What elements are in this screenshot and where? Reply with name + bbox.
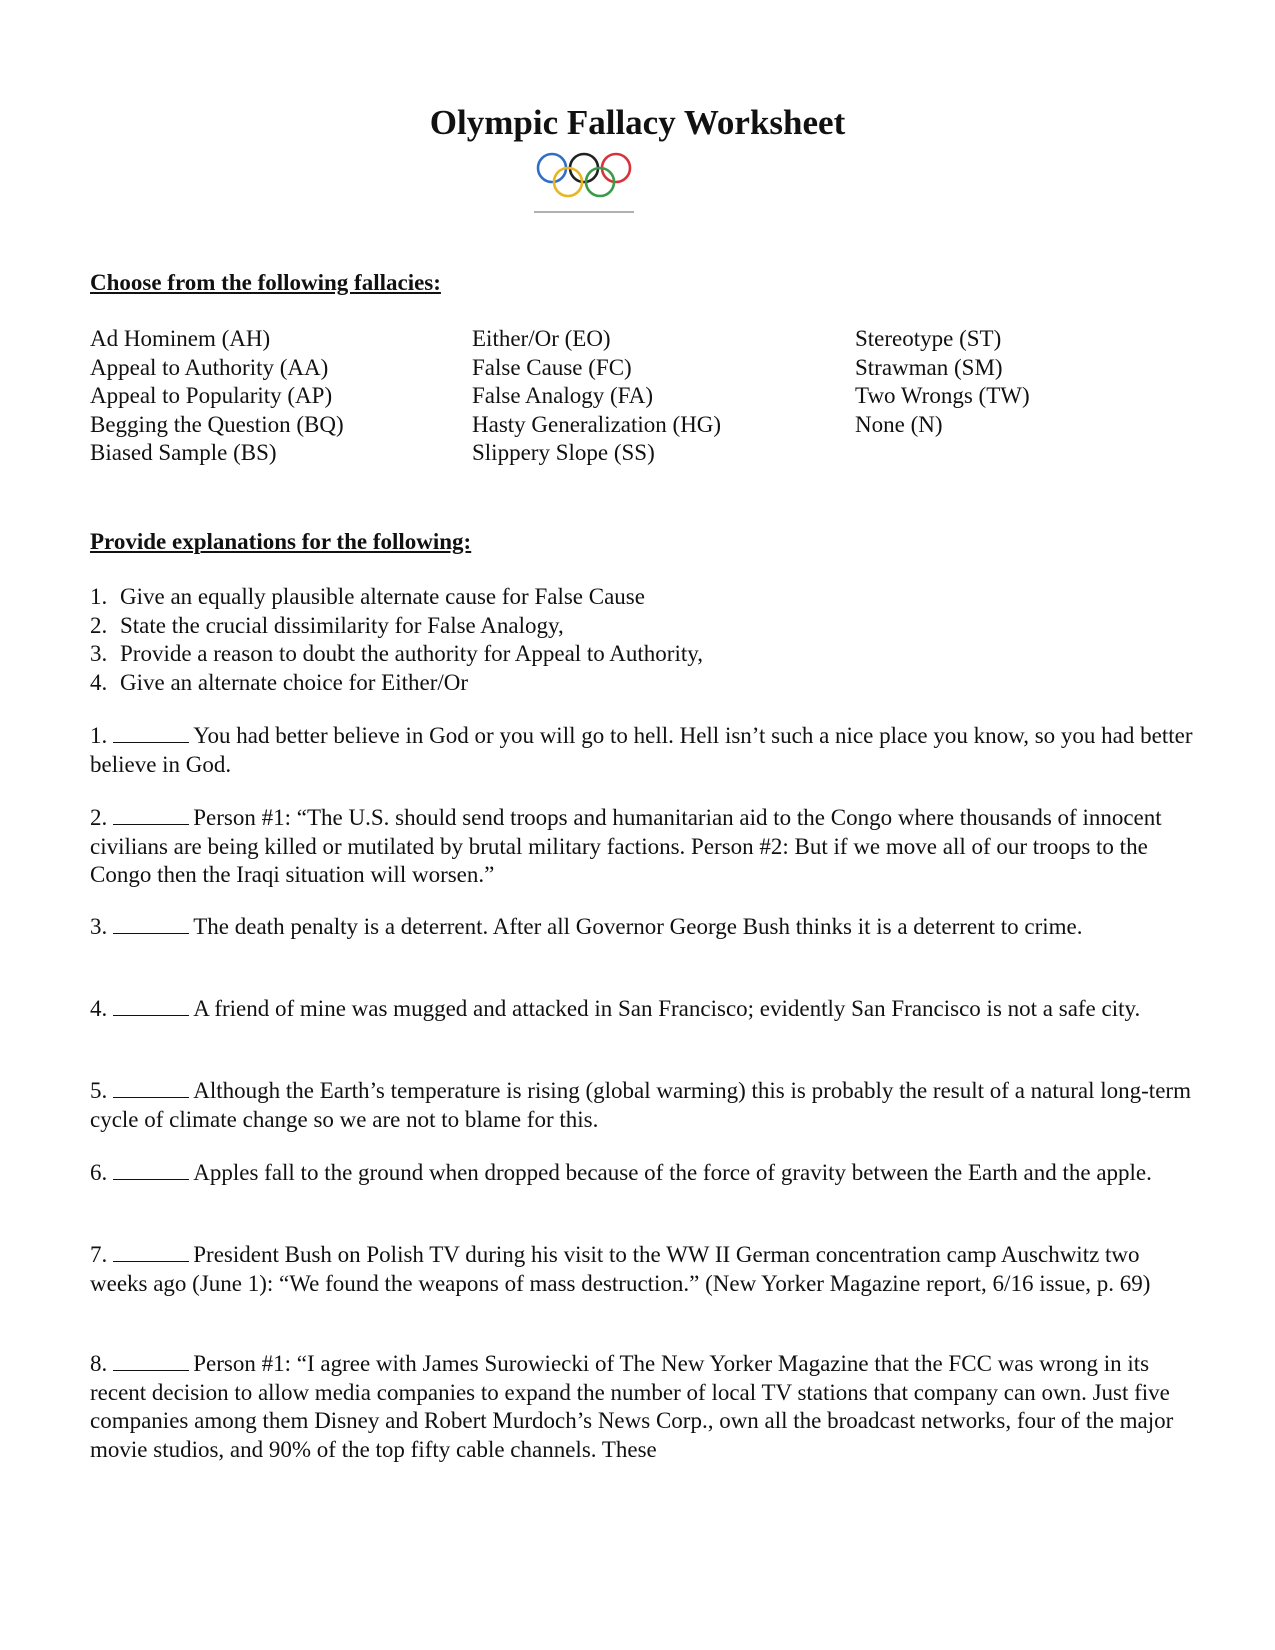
answer-blank-8[interactable] <box>113 1352 189 1371</box>
question-3 <box>90 913 1195 942</box>
answer-blank-7[interactable] <box>113 1243 189 1262</box>
explanation-text: Provide a reason to doubt the authority for Appeal to Authority, <box>120 641 703 666</box>
fallacy-item: Hasty Generalization (HG) <box>472 411 722 437</box>
fallacy-item: Strawman (SM) <box>855 354 1003 380</box>
fallacy-item: Appeal to Popularity (AP) <box>90 383 333 408</box>
fallacy-list-column-3 <box>855 325 1030 439</box>
fallacy-item: False Cause (FC) <box>472 354 632 380</box>
fallacy-list-column-2 <box>472 325 721 468</box>
answer-blank-2[interactable] <box>113 806 189 825</box>
explanation-number: 1. <box>90 584 108 609</box>
explanation-number: 2. <box>90 612 108 638</box>
question-number: 3. <box>90 914 108 939</box>
answer-blank-3[interactable] <box>113 915 189 934</box>
explanation-item <box>90 640 703 669</box>
explanations-list <box>90 583 703 697</box>
question-number: 7. <box>90 1242 108 1267</box>
question-text: The death penalty is a deterrent. After all Governor George Bush thinks it is a deterrent to crime. <box>193 914 1083 939</box>
answer-blank-5[interactable] <box>113 1079 189 1098</box>
explanation-item <box>90 583 703 612</box>
black-ring <box>570 154 598 182</box>
question-number: 5. <box>90 1078 108 1103</box>
explanation-item <box>90 669 703 698</box>
page-title: Olympic Fallacy Worksheet <box>429 103 846 142</box>
explanation-text: Give an alternate choice for Either/Or <box>120 669 469 695</box>
blue-ring <box>538 154 566 182</box>
answer-blank-4[interactable] <box>113 997 189 1016</box>
olympic-rings-icon <box>534 152 634 214</box>
answer-blank-1[interactable] <box>113 724 189 743</box>
answer-blank-6[interactable] <box>113 1161 189 1180</box>
fallacy-item: False Analogy (FA) <box>472 383 654 408</box>
fallacy-item: Ad Hominem (AH) <box>90 326 271 351</box>
fallacy-item: Either/Or (EO) <box>472 326 611 351</box>
question-7 <box>90 1241 1195 1298</box>
explanations-heading: Provide explanations for the following: <box>90 529 472 554</box>
fallacy-item: None (N) <box>855 411 943 437</box>
fallacies-heading: Choose from the following fallacies: <box>90 270 441 295</box>
question-number: 6. <box>90 1160 108 1185</box>
question-1 <box>90 722 1195 779</box>
explanation-text: Give an equally plausible alternate cause for False Cause <box>120 584 645 609</box>
yellow-ring <box>554 168 582 196</box>
fallacy-item: Two Wrongs (TW) <box>855 383 1030 408</box>
question-8 <box>90 1350 1195 1464</box>
question-text: Although the Earth’s temperature is rising (global warming) this is probably the result of a natural long-term cycle of climate change so we are not to blame for this. <box>90 1078 1191 1132</box>
question-text: You had better believe in God or you will go to hell. Hell isn’t such a nice place you know, so you had better believe in God. <box>90 723 1193 777</box>
question-4 <box>90 995 1195 1024</box>
question-text: Apples fall to the ground when dropped because of the force of gravity between the Earth and the apple. <box>193 1160 1152 1185</box>
fallacy-item: Appeal to Authority (AA) <box>90 354 329 380</box>
explanation-text: State the crucial dissimilarity for False Analogy, <box>120 612 564 638</box>
question-text: Person #1: “I agree with James Surowiecki of The New Yorker Magazine that the FCC was wrong in its recent decision to allow media companies to expand the number of local TV stations that company can own. Just five companies among them Disney and Robert Murdoch’s News Corp., own all the broadcast networks, four of the major movie studios, and 90% of the top fifty cable channels. These <box>90 1351 1174 1462</box>
question-text: Person #1: “The U.S. should send troops and humanitarian aid to the Congo where thousands of innocent civilians are being killed or mutilated by brutal military factions. Person #2: But if we move all of our troops to the Congo then the Iraqi situation will worsen.” <box>90 805 1162 887</box>
question-number: 2. <box>90 805 108 830</box>
red-ring <box>602 154 630 182</box>
fallacy-item: Stereotype (ST) <box>855 326 1002 351</box>
fallacy-item: Begging the Question (BQ) <box>90 411 344 437</box>
fallacy-list-column-1 <box>90 325 344 468</box>
green-ring <box>586 168 614 196</box>
question-2 <box>90 804 1195 890</box>
question-number: 8. <box>90 1351 108 1376</box>
question-number: 1. <box>90 723 108 748</box>
question-6 <box>90 1159 1195 1188</box>
fallacy-item: Slippery Slope (SS) <box>472 440 655 465</box>
explanation-number: 4. <box>90 669 108 695</box>
explanation-number: 3. <box>90 641 108 666</box>
question-5 <box>90 1077 1195 1134</box>
explanation-item <box>90 612 703 641</box>
question-number: 4. <box>90 996 108 1021</box>
fallacy-item: Biased Sample (BS) <box>90 440 277 465</box>
question-text: A friend of mine was mugged and attacked in San Francisco; evidently San Francisco is not a safe city. <box>193 996 1141 1021</box>
question-text: President Bush on Polish TV during his visit to the WW II German concentration camp Auschwitz two weeks ago (June 1): “We found the weapons of mass destruction.” (New Yorker Magazine report, 6/16 issue, p. 69) <box>90 1242 1151 1296</box>
